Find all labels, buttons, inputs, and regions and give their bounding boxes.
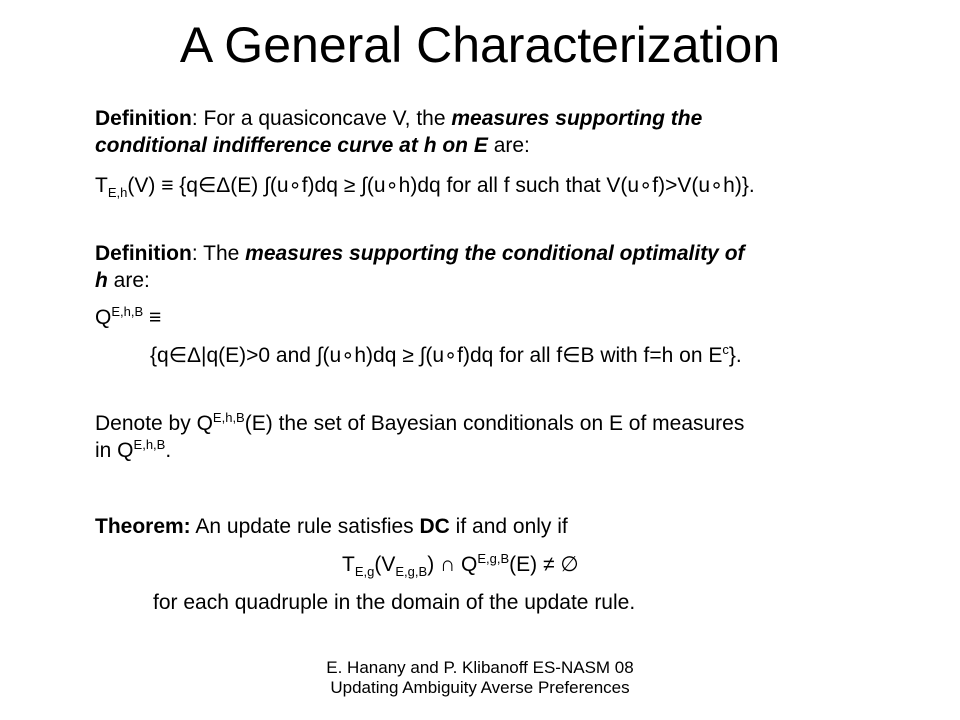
theorem-line-1	[95, 514, 568, 540]
denote-line-1	[95, 411, 744, 437]
definition-1-label: Definition	[95, 107, 192, 130]
theorem-Q-sup: E,g,B	[477, 551, 510, 566]
formula-T: T	[95, 174, 108, 197]
theorem-text-a: An update rule satisfies	[190, 515, 420, 538]
footer-line-1: E. Hanany and P. Klibanoff ES-NASM 08	[326, 658, 634, 677]
definition-1-text-d: are:	[487, 134, 530, 157]
theorem-dc: DC	[419, 515, 450, 538]
denote-sup-2: E,h,B	[133, 437, 166, 452]
set-mid: q(E)>0 and ∫(u∘h)dq ≥ ∫(u∘f)dq for all f∈B with f=h on E	[206, 344, 723, 367]
denote-mid: (E) the set of Bayesian conditionals on E of measures	[244, 412, 745, 435]
theorem-V-sub: E,g,B	[395, 564, 428, 580]
set-bar: |	[201, 344, 207, 367]
formula-T-sub: E,h	[107, 185, 128, 201]
theorem-T: T	[342, 553, 355, 576]
definition-2-term: measures supporting the conditional optimality of	[245, 242, 745, 265]
definition-2-text-d: are:	[107, 269, 150, 292]
theorem-line-3: for each quadruple in the domain of the update rule.	[153, 591, 636, 614]
definition-1-text-a: : For a quasiconcave V, the	[191, 107, 452, 130]
denote-sup-1: E,h,B	[212, 410, 245, 425]
definition-2-text-a: : The	[191, 242, 246, 265]
definition-1-line-2	[95, 133, 530, 159]
set-sup: c	[722, 342, 729, 357]
set-end: }.	[728, 344, 742, 367]
slide-title: A General Characterization	[179, 17, 781, 73]
definition-2-set	[150, 343, 742, 369]
formula-rest: (V) ≡ {q∈Δ(E) ∫(u∘f)dq ≥ ∫(u∘h)dq for all f such that V(u∘f)>V(u∘h)}.	[127, 174, 755, 197]
definition-2-line-2	[95, 268, 150, 294]
definition-2-line-1	[95, 241, 745, 267]
theorem-label: Theorem:	[95, 515, 191, 538]
definition-1-line-1	[95, 106, 702, 132]
theorem-open: (V	[374, 553, 396, 576]
denote-line2-end: .	[165, 439, 172, 462]
definition-1-term-cont: conditional indifference curve at h on E	[95, 134, 488, 157]
definition-1-term: measures supporting the	[451, 107, 703, 130]
q-sup: E,h,B	[111, 304, 144, 319]
denote-line2-pre: in Q	[95, 439, 134, 462]
theorem-text-b: if and only if	[449, 515, 568, 538]
definition-1-formula	[95, 173, 755, 199]
theorem-mid: ) ∩ Q	[427, 553, 478, 576]
theorem-formula	[342, 552, 579, 578]
q-symbol: Q	[95, 306, 112, 329]
q-equiv: ≡	[143, 306, 162, 329]
theorem-end: (E) ≠ ∅	[509, 553, 579, 576]
denote-pre: Denote by Q	[95, 412, 213, 435]
theorem-T-sub: E,g	[354, 564, 375, 580]
footer-line-2: Updating Ambiguity Averse Preferences	[330, 678, 630, 698]
definition-2-q-line	[95, 305, 161, 331]
definition-2-label: Definition	[95, 242, 192, 265]
denote-line-2	[95, 438, 171, 464]
definition-2-term-h: h	[95, 269, 108, 292]
footer	[280, 658, 680, 699]
set-pre: {q∈Δ	[150, 344, 202, 367]
